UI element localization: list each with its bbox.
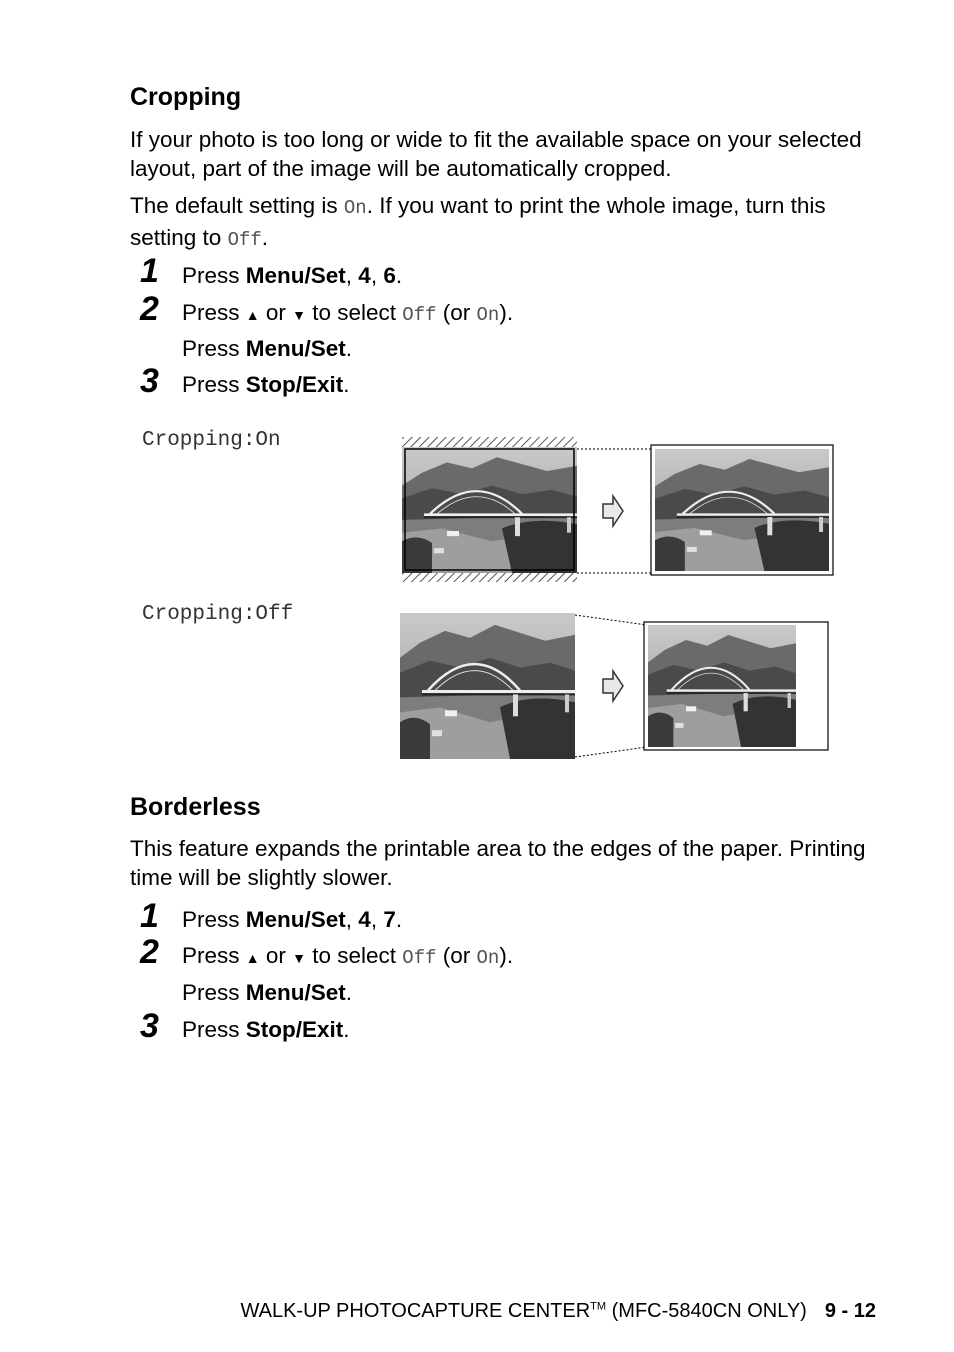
- key-menu-set: Menu/Set: [245, 980, 346, 1005]
- step-text: or: [259, 300, 293, 325]
- para-text: . If you want to print the whole image, turn this setting to: [130, 193, 826, 250]
- step-text: .: [395, 907, 403, 932]
- key-4: 4: [358, 263, 371, 288]
- setting-on-value: On: [343, 197, 367, 219]
- step-text: (or: [436, 943, 477, 968]
- step-number: 2: [140, 290, 159, 328]
- page-number: 9 - 12: [824, 1300, 876, 1322]
- step-text: .: [345, 336, 353, 361]
- footer-model: (MFC-5840CN ONLY): [606, 1300, 807, 1322]
- step-text: Press: [182, 372, 246, 397]
- step-text: Press: [182, 1017, 246, 1042]
- step-text: Press: [182, 300, 246, 325]
- setting-on-value: On: [476, 304, 500, 326]
- key-menu-set: Menu/Set: [245, 336, 346, 361]
- para-text: .: [261, 225, 269, 250]
- key-menu-set: Menu/Set: [245, 263, 346, 288]
- step-text: .: [343, 1017, 350, 1042]
- step-2-continuation: [182, 980, 352, 1006]
- step-text: ,: [345, 263, 359, 288]
- borderless-heading: Borderless: [130, 793, 261, 821]
- setting-on-value: On: [476, 947, 500, 969]
- step-text: Press: [182, 336, 246, 361]
- para-text: The default setting is: [130, 193, 344, 218]
- page-footer: [240, 1300, 876, 1323]
- step-text: .: [343, 372, 350, 397]
- step-text: to select: [306, 943, 403, 968]
- result-photo-off: [648, 625, 796, 747]
- key-4: 4: [358, 907, 371, 932]
- step-text: ).: [499, 300, 514, 325]
- step-text: ,: [370, 263, 384, 288]
- up-arrow-icon: ▲: [245, 950, 260, 966]
- down-arrow-icon: ▼: [292, 307, 306, 323]
- step-text: to select: [306, 300, 403, 325]
- lcd-cropping-off: Cropping:Off: [142, 603, 294, 626]
- key-stop-exit: Stop/Exit: [245, 372, 344, 397]
- result-photo-on: [655, 449, 829, 571]
- step-text: ,: [345, 907, 359, 932]
- trademark-mark: TM: [590, 1300, 607, 1313]
- step-number: 3: [140, 1007, 159, 1045]
- step-number: 2: [140, 933, 159, 971]
- step-text: .: [345, 980, 353, 1005]
- step-number: 1: [140, 897, 159, 935]
- step-number: 3: [140, 362, 159, 400]
- key-stop-exit: Stop/Exit: [245, 1017, 344, 1042]
- source-photo-off: [400, 613, 575, 759]
- setting-off-value: Off: [227, 229, 262, 251]
- step-1-text: [182, 907, 402, 933]
- step-number: 1: [140, 252, 159, 290]
- step-text: .: [395, 263, 403, 288]
- arrow-right-icon: [603, 496, 623, 526]
- step-text: or: [259, 943, 293, 968]
- step-text: Press: [182, 907, 246, 932]
- source-photo-on: [402, 447, 577, 573]
- setting-off-value: Off: [402, 947, 437, 969]
- cropping-description: If your photo is too long or wide to fit the available space on your selected layout, part of the image will be automatically cropped.: [130, 127, 862, 181]
- borderless-description: This feature expands the printable area to the edges of the paper. Printing time will be slightly slower.: [130, 836, 866, 890]
- step-3-text: [182, 1017, 350, 1043]
- key-6: 6: [383, 263, 396, 288]
- setting-off-value: Off: [402, 304, 437, 326]
- step-text: Press: [182, 263, 246, 288]
- arrow-right-icon: [603, 671, 623, 701]
- step-text: Press: [182, 943, 246, 968]
- step-text: ,: [370, 907, 384, 932]
- down-arrow-icon: ▼: [292, 950, 306, 966]
- key-menu-set: Menu/Set: [245, 907, 346, 932]
- key-7: 7: [383, 907, 396, 932]
- step-text: (or: [436, 300, 477, 325]
- step-text: ).: [499, 943, 514, 968]
- footer-title: WALK-UP PHOTOCAPTURE CENTER: [240, 1300, 591, 1322]
- cropping-heading: Cropping: [130, 83, 242, 111]
- up-arrow-icon: ▲: [245, 307, 260, 323]
- step-text: Press: [182, 980, 246, 1005]
- step-2-text: [182, 943, 513, 969]
- lcd-cropping-on: Cropping:On: [142, 429, 281, 452]
